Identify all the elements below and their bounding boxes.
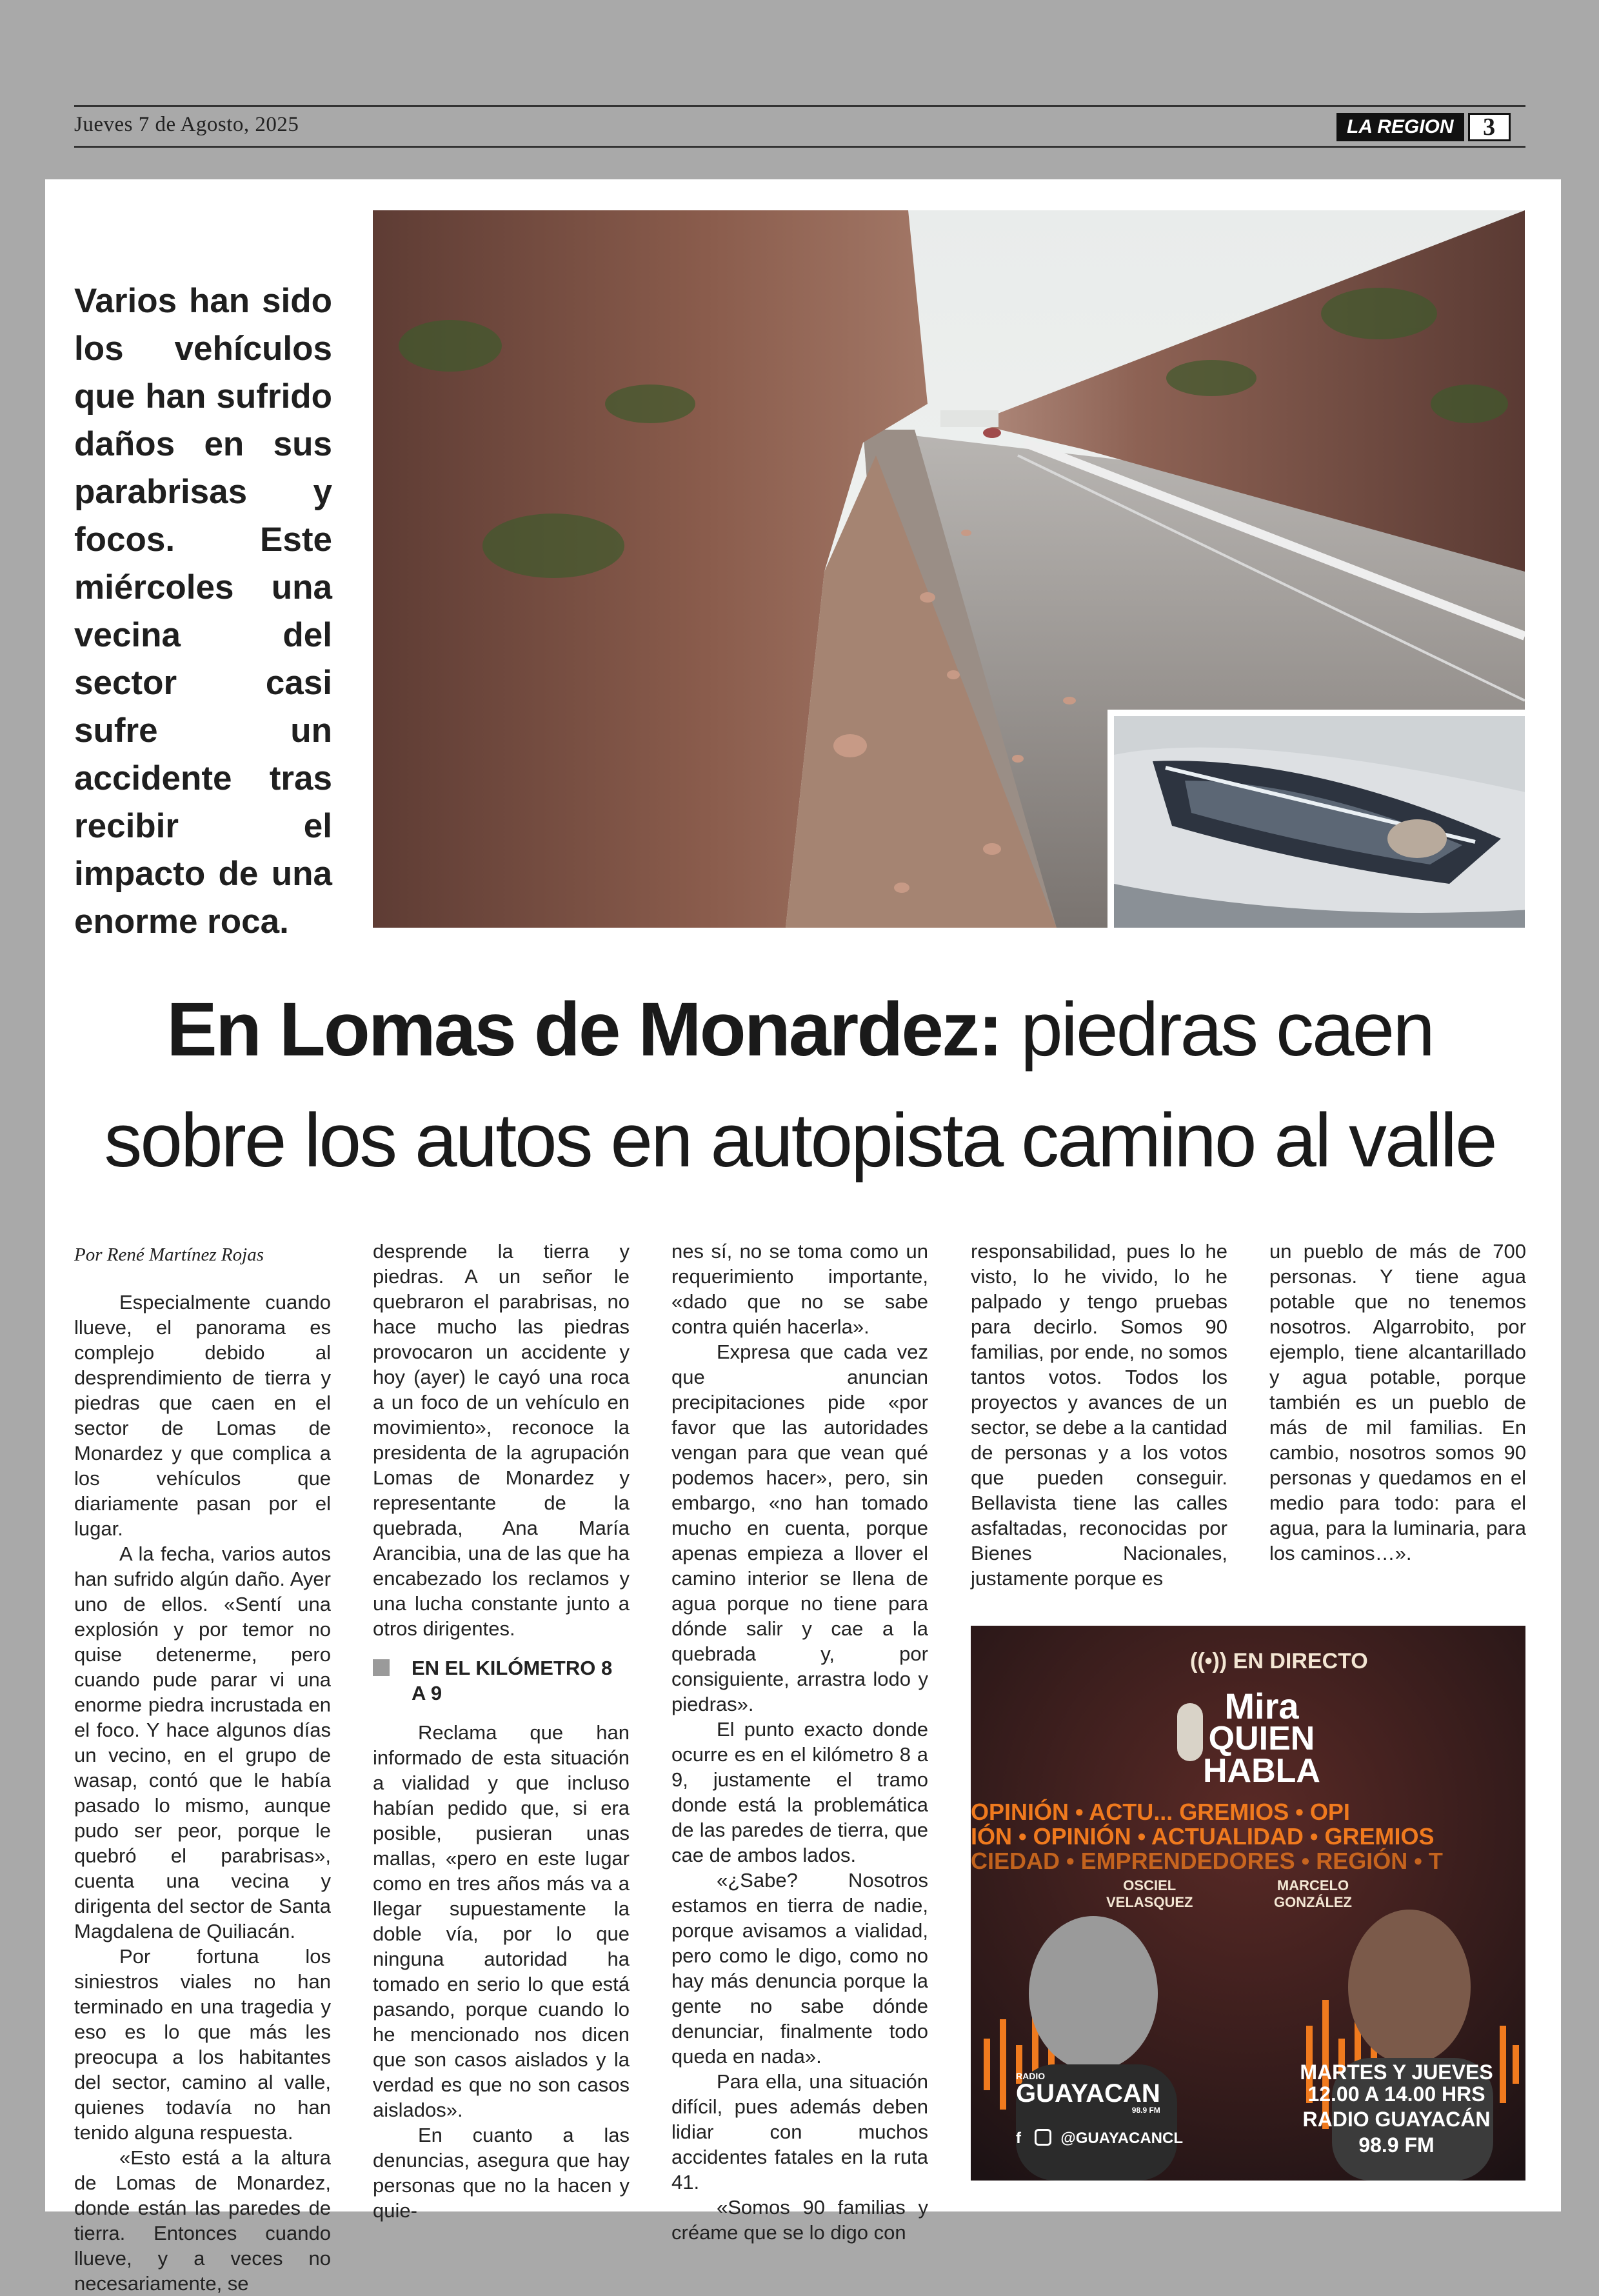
paragraph: El punto exacto donde ocurre es en el kilómetro 8 a 9, justamente el tramo donde está la problemática de las paredes de tierra, que cae de ambos lados. [671,1718,928,1866]
paragraph: En cuanto a las denuncias, asegura que hay personas que no la hacen y quie- [373,2124,630,2222]
show-title-line2: QUIEN [1208,1720,1315,1757]
article-column-2 [373,1239,630,2223]
byline: Por René Martínez Rojas [74,1244,264,1265]
schedule [1280,2061,1513,2158]
show-title [1203,1686,1320,1790]
host-2-name [1274,1877,1352,1911]
live-badge [1190,1649,1368,1674]
schedule-days: MARTES Y JUEVES [1300,2061,1493,2084]
subhead-square-icon [373,1659,390,1676]
host-1-first: OSCIEL [1123,1877,1177,1893]
header-rule-bottom [74,146,1525,148]
paragraph: Por fortuna los siniestros viales no han terminado en una tragedia y eso es lo que más les preocupa a los habitantes del sector, camino al valle, quienes todavía no han tenido alguna respuesta. [74,1945,331,2144]
header-rule-top [74,105,1525,107]
paragraph: Especialmente cuando llueve, el panorama es complejo debido al desprendimiento de tierra y piedras que caen en el sector de Lomas de Monardez y que complica a los vehículos que diariamente pasan por el lugar. [74,1291,331,1540]
paragraph: Expresa que cada vez que anuncian precipitaciones pide «por favor que las autoridades vengan para que vean qué podemos hacer», pero, sin embargo, «no han tomado mucho en cuenta, porque apenas empieza a llover el camino interior se llena de agua porque no tiene para dónde salir y cae a la quebrada y, por consiguiente, arrastra lodo y piedras». [671,1341,928,1715]
host-1-last: VELASQUEZ [1106,1894,1193,1910]
facebook-icon: f [1016,2130,1021,2147]
ticker-line-3: CIEDAD • EMPRENDEDORES • REGIÓN • T [971,1848,1443,1874]
paragraph: Para ella, una situación difícil, pues además deben lidiar con muchos accidentes fatales en la ruta 41. [671,2070,928,2193]
paper-name: LA REGION [1336,113,1464,141]
live-label: EN DIRECTO [1233,1649,1368,1673]
article-column-1 [74,1239,331,2296]
host-1-name [1106,1877,1193,1911]
ticker-line-1: OPINIÓN • ACTU... GREMIOS • OPI [971,1799,1350,1825]
subhead [373,1655,630,1706]
ticker-line-2: IÓN • OPINIÓN • ACTUALIDAD • GREMIOS [971,1823,1435,1850]
show-title-line3: HABLA [1203,1752,1320,1790]
headline [77,974,1522,1196]
issue-date: Jueves 7 de Agosto, 2025 [74,113,299,136]
radio-logo-name: GUAYACAN [1016,2079,1160,2108]
paragraph: un pueblo de más de 700 personas. Y tiene agua potable que no tenemos nosotros. Algarrobito, por ejemplo, tiene alcantarillado y agua potable, porque también es un pueblo de más de mil familias. En cambio, nosotros somos 90 personas y quedamos en el medio para todo: para el agua, para la luminaria, para los caminos…». [1269,1240,1526,1564]
subhead-text: EN EL KILÓMETRO 8 A 9 [412,1657,613,1704]
paragraph: «Somos 90 familias y créame que se lo digo con [671,2196,928,2244]
station-name: RADIO GUAYACÁN 98.9 FM [1302,2108,1491,2157]
page-number: 3 [1468,113,1511,141]
radio-logo-freq: 98.9 FM [1131,2106,1160,2115]
host-2-last: GONZÁLEZ [1274,1894,1352,1910]
paragraph: responsabilidad, pues lo he visto, lo he vivido, lo he palpado y tengo pruebas para decirlo. Somos 90 familias, por ende, no somos tantos votos. Todos los proyectos y avances de un sector, se debe a la cantidad de personas y a los votos que pueden conseguir. Bellavista tiene las calles asfaltadas, reconocidas por Bienes Nacionales, justamente porque es [971,1240,1227,1590]
paragraph: A la fecha, varios autos han sufrido algún daño. Ayer uno de ellos. «Sentí una explosión y por temor no quise detenerme, pero cuando pude parar vi una enorme piedra incrustada en el foco. Y hace algunos días un vecino, en el grupo de wasap, contó que le había pasado lo mismo, aunque pudo ser peor, porque le quebró el parabrisas», cuenta una vecina y dirigenta del sector de Santa Magdalena de Quiliacán. [74,1542,331,1942]
live-icon: ((•)) [1190,1649,1227,1673]
radio-logo-small: RADIO [1016,2071,1046,2081]
schedule-hours: 12.00 A 14.00 HRS [1307,2082,1485,2106]
radio-ad [971,1626,1525,2181]
headlight-photo-illustration [1114,716,1525,928]
article-column-3 [671,1239,928,2245]
paragraph: «¿Sabe? Nosotros estamos en tierra de nadie, porque avisamos a vialidad, pero como le digo, como no hay más denuncia porque la gente no sabe dónde denunciar, finalmente todo queda en nada». [671,1869,928,2068]
paragraph: Reclama que han informado de esta situación a vialidad y que incluso habían pedido que, si era posible, pusieran unas mallas, «pero en este lugar como en tres años más va a llegar supuestamente la doble vía, por lo que ninguna autoridad ha tomado en serio lo que está pasando, porque cuando lo he mencionado nos dicen que son casos aislados y la verdad es que no son casos aislados». [373,1721,630,2121]
instagram-icon [1035,2129,1051,2146]
social-handle: @GUAYACANCL [1060,2130,1183,2147]
headline-strong: En Lomas de Monardez: [166,987,1002,1072]
headline-rest: piedras caen sobre los autos en autopista camino al valle [104,987,1496,1183]
radio-logo [1016,2071,1160,2115]
paragraph: «Esto está a la altura de Lomas de Monardez, donde están las paredes de tierra. Entonces cuando llueve, y a veces no necesariamente, se [74,2146,331,2295]
masthead [1336,113,1511,141]
article-column-4 [971,1239,1227,1591]
headlight-photo [1107,710,1525,928]
social-row [1016,2129,1183,2148]
lede-text: Varios han sido los vehículos que han sufrido daños en sus parabrisas y focos. Este miércoles una vecina del sector casi sufre un accidente tras recibir el impacto de una enorme roca. [74,282,332,941]
show-title-line1: Mira [1224,1686,1299,1726]
paragraph: nes sí, no se toma como un requerimiento importante, «dado que no se sabe contra quién hacerla». [671,1240,928,1338]
paragraph: desprende la tierra y piedras. A un señor le quebraron el parabrisas, no hace mucho las piedras provocaron un accidente y hoy (ayer) le cayó una roca a un foco de un vehículo en movimiento», reconoce la presidenta de la agrupación Lomas de Monardez y representante de la quebrada, Ana María Arancibia, una de las que ha encabezado los reclamos y una lucha constante junto a otros dirigentes. [373,1240,630,1640]
host-2-first: MARCELO [1276,1877,1349,1893]
article-column-5 [1269,1239,1526,1566]
